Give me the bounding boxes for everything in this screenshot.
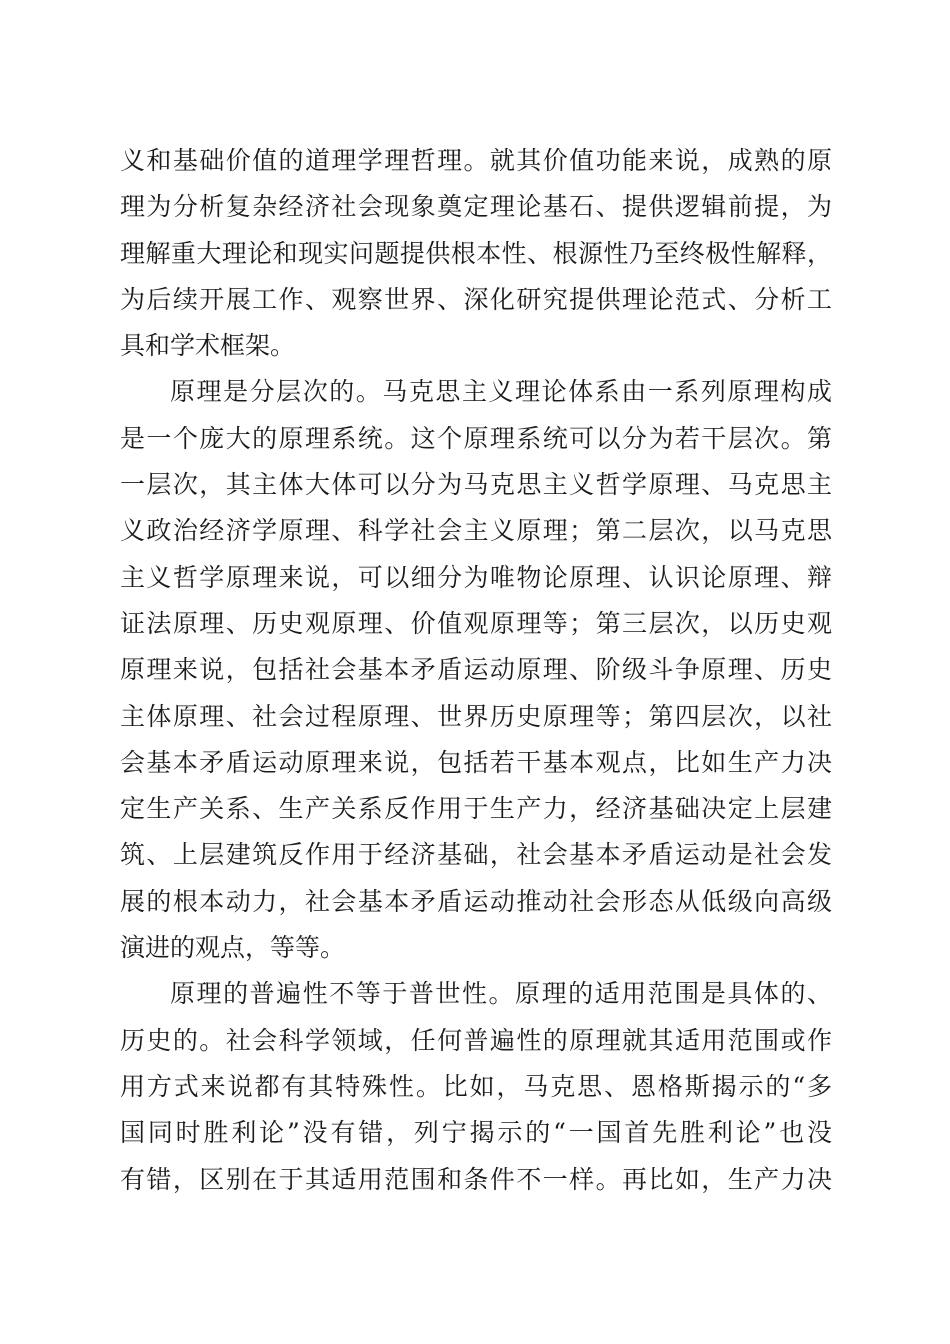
text-line: 原理来说，包括社会基本矛盾运动原理、阶级斗争原理、历史 — [120, 655, 832, 685]
text-line: 原理是分层次的。马克思主义理论体系由一系列原理构成 — [170, 377, 832, 407]
text-line: 证法原理、历史观原理、价值观原理等；第三层次，以历史观 — [120, 608, 832, 638]
text-line: 展的根本动力，社会基本矛盾运动推动社会形态从低级向高级 — [120, 886, 832, 916]
text-line: 定生产关系、生产关系反作用于生产力，经济基础决定上层建 — [120, 794, 832, 824]
text-line: 主体原理、社会过程原理、世界历史原理等；第四层次，以社 — [120, 701, 832, 731]
text-line: 历史的。社会科学领域，任何普遍性的原理就其适用范围或作 — [120, 1025, 832, 1055]
text-line: 会基本矛盾运动原理来说，包括若干基本观点，比如生产力决 — [120, 747, 832, 777]
paragraph-p2 — [120, 369, 832, 971]
text-line: 理为分析复杂经济社会现象奠定理论基石、提供逻辑前提，为 — [120, 192, 832, 222]
text-line: 演进的观点，等等。 — [120, 933, 346, 963]
text-line: 原理的普遍性不等于普世性。原理的适用范围是具体的、 — [170, 979, 832, 1009]
text-line: 用方式来说都有其特殊性。比如，马克思、恩格斯揭示的“多 — [120, 1071, 832, 1101]
text-line: 主义哲学原理来说，可以细分为唯物论原理、认识论原理、辩 — [120, 562, 832, 592]
text-line: 筑、上层建筑反作用于经济基础，社会基本矛盾运动是社会发 — [120, 840, 832, 870]
paragraph-p3 — [120, 971, 832, 1202]
text-line: 为后续开展工作、观察世界、深化研究提供理论范式、分析工 — [120, 284, 832, 314]
text-line: 理解重大理论和现实问题提供根本性、根源性乃至终极性解释， — [120, 238, 832, 268]
paragraph-p1 — [120, 138, 832, 369]
text-line: 是一个庞大的原理系统。这个原理系统可以分为若干层次。第 — [120, 423, 832, 453]
text-line: 有错，区别在于其适用范围和条件不一样。再比如，生产力决 — [120, 1164, 832, 1194]
text-line: 义和基础价值的道理学理哲理。就其价值功能来说，成熟的原 — [120, 146, 832, 175]
text-line: 一层次，其主体大体可以分为马克思主义哲学原理、马克思主 — [120, 470, 832, 500]
text-line: 具和学术框架。 — [120, 331, 296, 361]
document-body — [120, 138, 832, 1203]
text-line: 义政治经济学原理、科学社会主义原理；第二层次，以马克思 — [120, 516, 832, 546]
text-line: 国同时胜利论”没有错，列宁揭示的“一国首先胜利论”也没 — [120, 1118, 832, 1148]
